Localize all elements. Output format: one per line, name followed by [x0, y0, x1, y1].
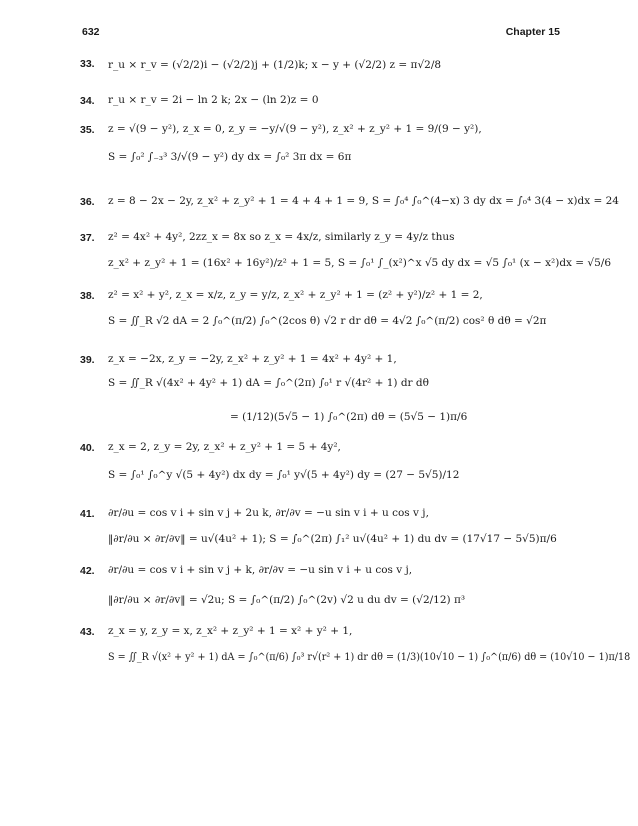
problem-line: z_x² + z_y² + 1 = (16x² + 16y²)/z² + 1 = 5, S = ∫₀¹ ∫_(x²)^x √5 dy dx = √5 ∫₀¹ (x − x²)dx = √5/6: [108, 257, 612, 269]
problem-line: ‖∂r/∂u × ∂r/∂v‖ = √2u; S = ∫₀^(π/2) ∫₀^(2v) √2 u du dv = (√2/12) π³: [108, 594, 466, 606]
problem-line: r_u × r_v = 2i − ln 2 k; 2x − (ln 2)z = 0: [108, 94, 319, 106]
problem-number: 41.: [80, 508, 95, 520]
problem-line: ‖∂r/∂u × ∂r/∂v‖ = u√(4u² + 1); S = ∫₀^(2π) ∫₁² u√(4u² + 1) du dv = (17√17 − 5√5)π/6: [108, 533, 557, 545]
problem-number: 33.: [80, 58, 95, 70]
problem-line: z = √(9 − y²), z_x = 0, z_y = −y/√(9 − y²), z_x² + z_y² + 1 = 9/(9 − y²),: [108, 123, 482, 135]
problem-line: S = ∬_R √(x² + y² + 1) dA = ∫₀^(π/6) ∫₀³ r√(r² + 1) dr dθ = (1/3)(10√10 − 1) ∫₀^(π/6) dθ = (10√10 − 1)π/18: [108, 651, 631, 663]
problem-line: r_u × r_v = (√2/2)i − (√2/2)j + (1/2)k; x − y + (√2/2) z = π√2/8: [108, 59, 442, 71]
problem-line: z_x = −2x, z_y = −2y, z_x² + z_y² + 1 = 4x² + 4y² + 1,: [108, 353, 397, 365]
problem-line: z² = x² + y², z_x = x/z, z_y = y/z, z_x² + z_y² + 1 = (z² + y²)/z² + 1 = 2,: [108, 289, 483, 301]
problem-line: S = ∫₀² ∫₋₃³ 3/√(9 − y²) dy dx = ∫₀² 3π dx = 6π: [108, 151, 352, 163]
problem-number: 43.: [80, 626, 95, 638]
problem-number: 38.: [80, 290, 95, 302]
problem-number: 34.: [80, 95, 95, 107]
problem-line: z = 8 − 2x − 2y, z_x² + z_y² + 1 = 4 + 4 + 1 = 9, S = ∫₀⁴ ∫₀^(4−x) 3 dy dx = ∫₀⁴ 3(4 − x)dx = 24: [108, 195, 619, 207]
problem-line: z_x = 2, z_y = 2y, z_x² + z_y² + 1 = 5 + 4y²,: [108, 441, 341, 453]
problem-line: ∂r/∂u = cos v i + sin v j + k, ∂r/∂v = −u sin v i + u cos v j,: [108, 564, 413, 576]
chapter-title: Chapter 15: [505, 26, 560, 38]
problem-line: z² = 4x² + 4y², 2zz_x = 8x so z_x = 4x/z, similarly z_y = 4y/z thus: [108, 231, 455, 243]
problem-number: 42.: [80, 565, 95, 577]
problem-number: 35.: [80, 124, 95, 136]
problem-number: 40.: [80, 442, 95, 454]
problem-line: S = ∬_R √(4x² + 4y² + 1) dA = ∫₀^(2π) ∫₀¹ r √(4r² + 1) dr dθ: [108, 377, 429, 389]
page-number: 632: [82, 26, 100, 38]
page-header: [82, 26, 560, 42]
problem-line: ∂r/∂u = cos v i + sin v j + 2u k, ∂r/∂v = −u sin v i + u cos v j,: [108, 507, 429, 519]
problem-line: S = ∫₀¹ ∫₀^y √(5 + 4y²) dx dy = ∫₀¹ y√(5 + 4y²) dy = (27 − 5√5)/12: [108, 469, 460, 481]
problem-number: 36.: [80, 196, 95, 208]
problem-line: = (1/12)(5√5 − 1) ∫₀^(2π) dθ = (5√5 − 1)π/6: [230, 411, 468, 423]
problem-number: 37.: [80, 232, 95, 244]
problem-line: S = ∬_R √2 dA = 2 ∫₀^(π/2) ∫₀^(2cos θ) √2 r dr dθ = 4√2 ∫₀^(π/2) cos² θ dθ = √2π: [108, 315, 547, 327]
problem-line: z_x = y, z_y = x, z_x² + z_y² + 1 = x² + y² + 1,: [108, 625, 353, 637]
problem-number: 39.: [80, 354, 95, 366]
